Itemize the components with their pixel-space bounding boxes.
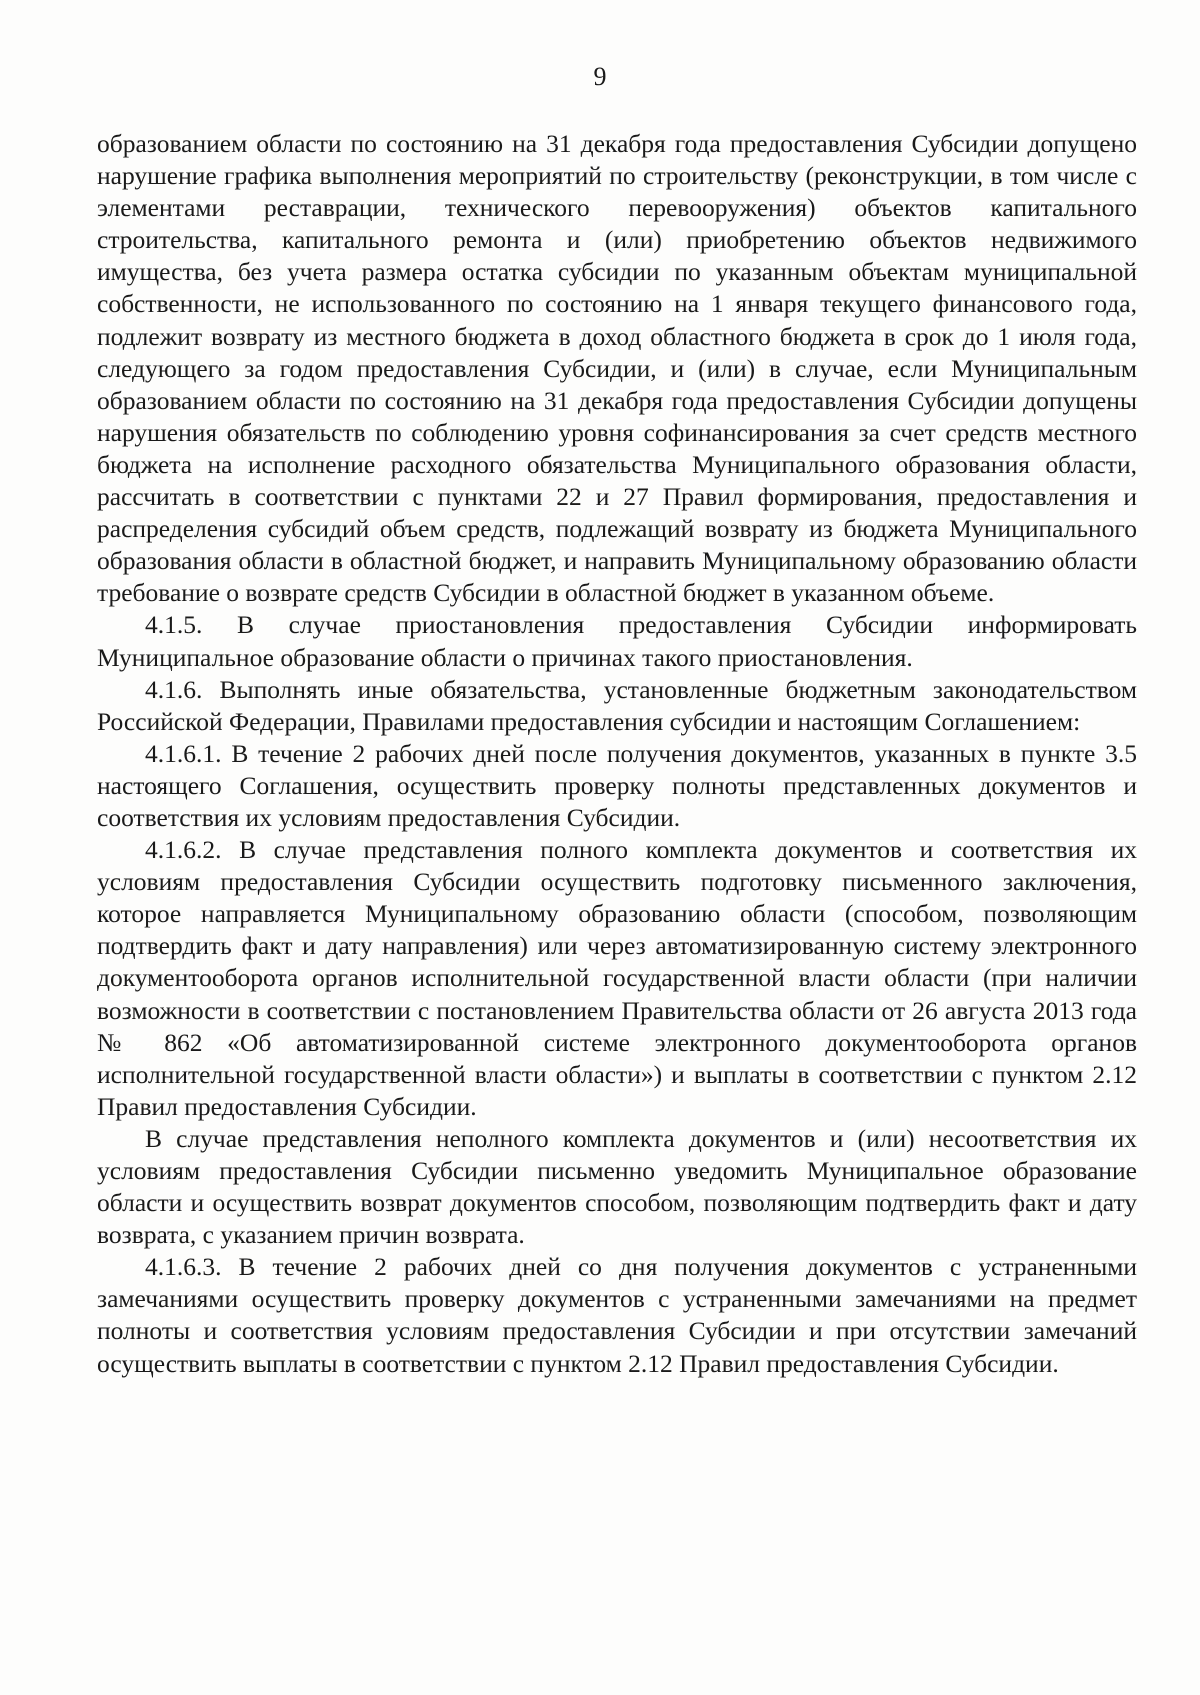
document-body	[97, 128, 1137, 1380]
paragraph-4-1-6-2: 4.1.6.2. В случае представления полного комплекта документов и соответствия их условиям предоставления Субсидии осуществить подготовку письменного заключения, которое направляется Муниципальному образованию области (способом, позволяющим подтвердить факт и дату направления) или через автоматизированную систему электронного документооборота органов исполнительной государственной власти области (при наличии возможности в соответствии с постановлением Правительства области от 26 августа 2013 года № 862 «Об автоматизированной системе электронного документооборота органов исполнительной государственной власти области») и выплаты в соответствии с пунктом 2.12 Правил предоставления Субсидии.	[97, 835, 1137, 1121]
page-number: 9	[593, 62, 607, 91]
paragraph-continuation: образованием области по состоянию на 31 декабря года предоставления Субсидии допущено нарушение графика выполнения мероприятий по строительству (реконструкции, в том числе с элементами реставрации, технического перевооружения) объектов капитального строительства, капитального ремонта и (или) приобретению объектов недвижимого имущества, без учета размера остатка субсидии по указанным объектам муниципальной собственности, не использованного по состоянию на 1 января текущего финансового года, подлежит возврату из местного бюджета в доход областного бюджета в срок до 1 июля года, следующего за годом предоставления Субсидии, и (или) в случае, если Муниципальным образованием области по состоянию на 31 декабря года предоставления Субсидии допущены нарушения обязательств по соблюдению уровня софинансирования за счет средств местного бюджета на исполнение расходного обязательства Муниципального образования области, рассчитать в соответствии с пунктами 22 и 27 Правил формирования, предоставления и распределения субсидий объем средств, подлежащий возврату из бюджета Муниципального образования области в областной бюджет, и направить Муниципальному образованию области требование о возврате средств Субсидии в областной бюджет в указанном объеме.	[97, 129, 1137, 608]
paragraph-incomplete-documents: В случае представления неполного комплекта документов и (или) несоответствия их условиям предоставления Субсидии письменно уведомить Муниципальное образование области и осуществить возврат документов способом, позволяющим подтвердить факт и дату возврата, с указанием причин возврата.	[97, 1123, 1137, 1250]
paragraph-4-1-6-1: 4.1.6.1. В течение 2 рабочих дней после получения документов, указанных в пункте 3.5 настоящего Соглашения, осуществить проверку полноты представленных документов и соответствия их условиям предоставления Субсидии.	[97, 738, 1137, 832]
paragraph-4-1-6-3: 4.1.6.3. В течение 2 рабочих дней со дня получения документов с устраненными замечаниями осуществить проверку документов с устраненными замечаниями на предмет полноты и соответствия условиям предоставления Субсидии и при отсутствии замечаний осуществить выплаты в соответствии с пунктом 2.12 Правил предоставления Субсидии.	[97, 1252, 1137, 1378]
paragraph-4-1-5: 4.1.5. В случае приостановления предоставления Субсидии информировать Муниципальное образование области о причинах такого приостановления.	[97, 610, 1137, 672]
paragraph-4-1-6: 4.1.6. Выполнять иные обязательства, установленные бюджетным законодательством Российской Федерации, Правилами предоставления субсидии и настоящим Соглашением:	[97, 674, 1137, 736]
